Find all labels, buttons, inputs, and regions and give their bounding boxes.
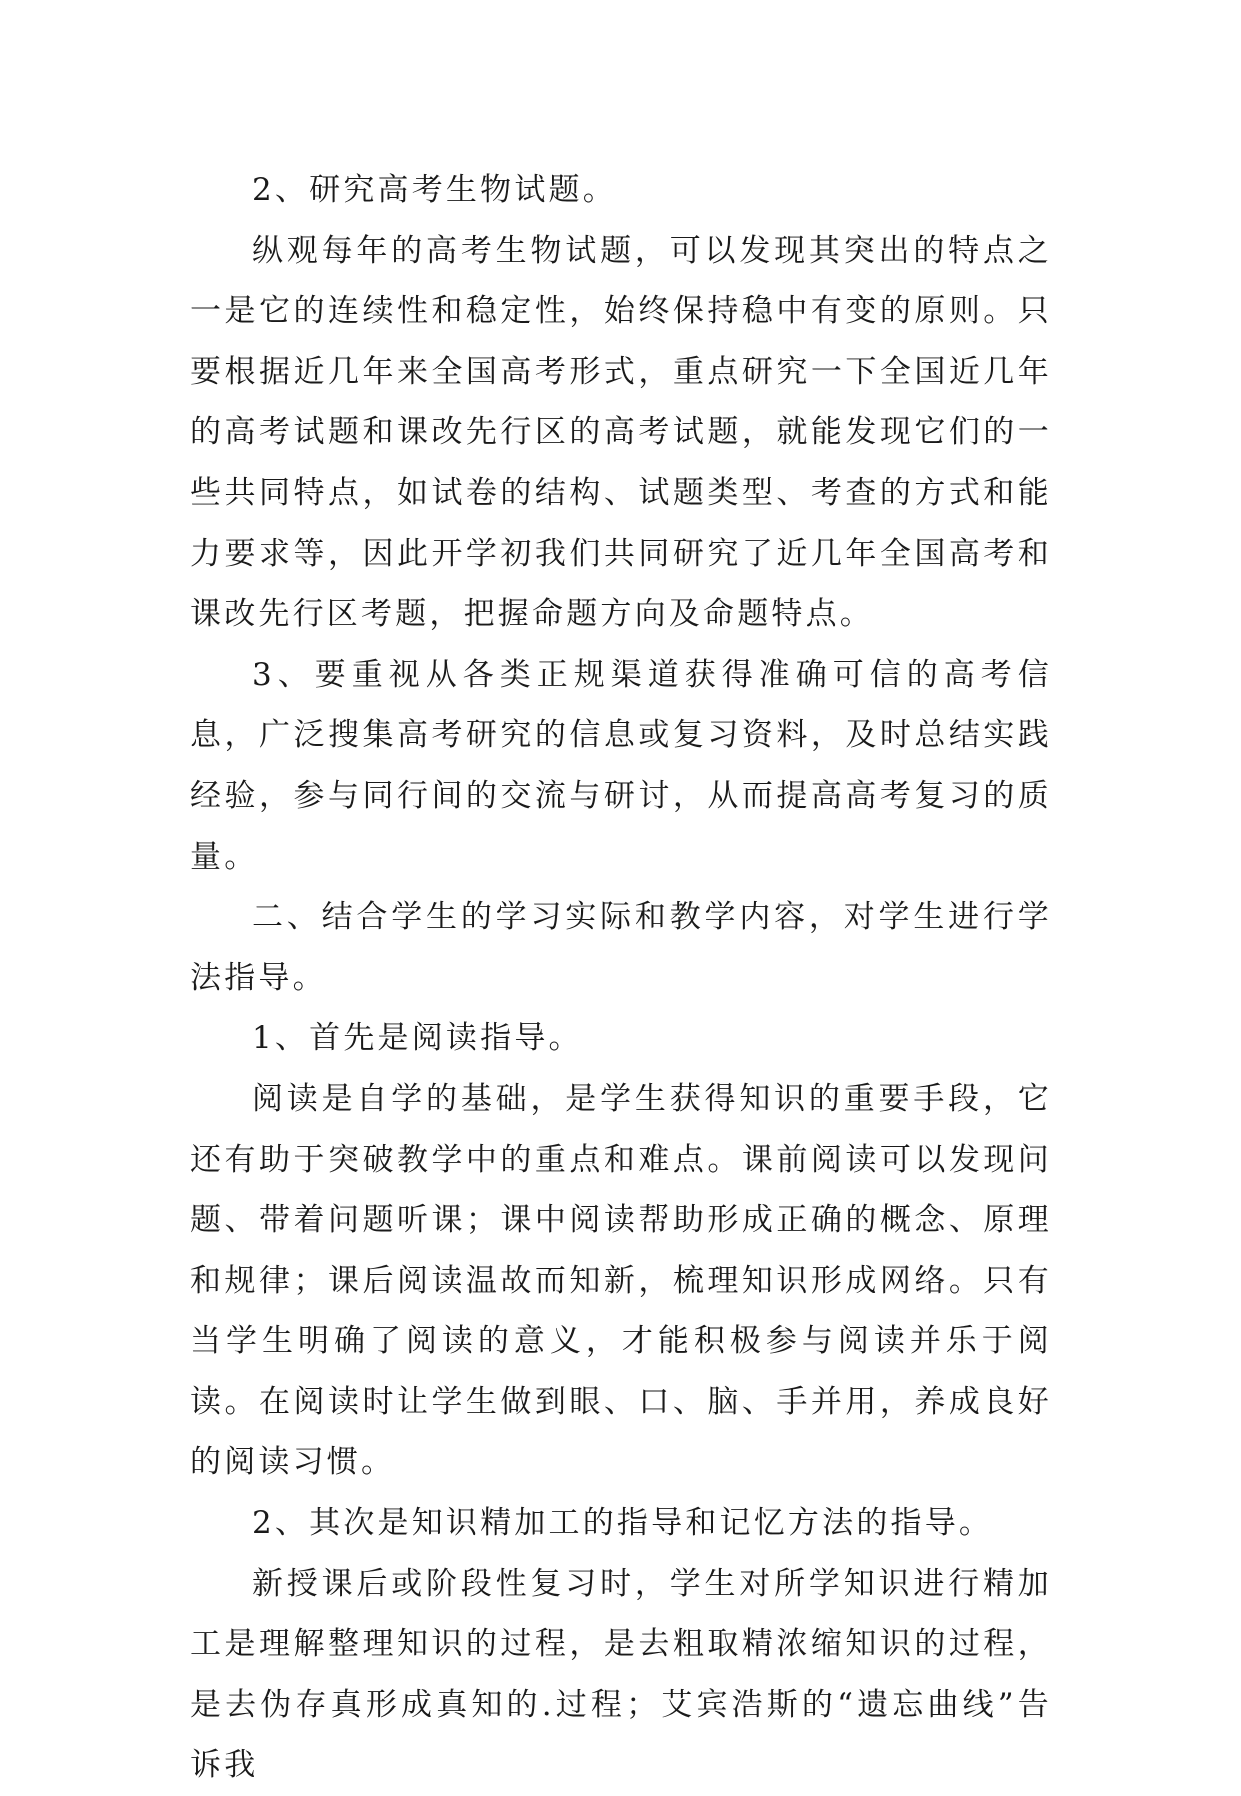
paragraph-heading-research-exam: 2、研究高考生物试题。 <box>252 172 617 208</box>
section-heading-study-guidance: 二、结合学生的学习实际和教学内容，对学生进行学法指导。 <box>190 899 1052 996</box>
document-page <box>190 160 1052 1796</box>
paragraph-heading-memory-guidance: 2、其次是知识精加工的指导和记忆方法的指导。 <box>252 1505 994 1542</box>
paragraph-reading-guidance: 阅读是自学的基础，是学生获得知识的重要手段，它还有助于突破教学中的重点和难点。课前阅读可以发现问题、带着问题听课；课中阅读帮助形成正确的概念、原理和规律；课后阅读温故而知新，梳理知识形成网络。只有当学生明确了阅读的意义，才能积极参与阅读并乐于阅读。在阅读时让学生做到眼、口、脑、手并用，养成良好的阅读习惯。 <box>190 1080 1052 1481</box>
paragraph-exam-analysis: 纵观每年的高考生物试题，可以发现其突出的特点之一是它的连续性和稳定性，始终保持稳中有变的原则。只要根据近几年来全国高考形式，重点研究一下全国近几年的高考试题和课改先行区的高考试题，就能发现它们的一些共同特点，如试卷的结构、试题类型、考查的方式和能力要求等，因此开学初我们共同研究了近几年全国高考和课改先行区考题，把握命题方向及命题特点。 <box>190 232 1052 633</box>
paragraph-exam-information: 3、要重视从各类正规渠道获得准确可信的高考信息，广泛搜集高考研究的信息或复习资料，及时总结实践经验，参与同行间的交流与研讨，从而提高高考复习的质量。 <box>190 656 1052 875</box>
paragraph-knowledge-processing: 新授课后或阶段性复习时，学生对所学知识进行精加工是理解整理知识的过程，是去粗取精浓缩知识的过程，是去伪存真形成真知的.过程；艾宾浩斯的“遗忘曲线”告诉我 <box>190 1565 1052 1784</box>
paragraph-heading-reading-guidance: 1、首先是阅读指导。 <box>252 1020 583 1057</box>
